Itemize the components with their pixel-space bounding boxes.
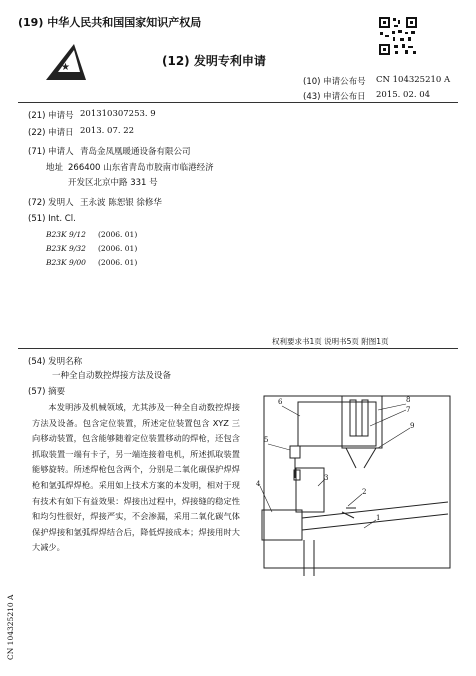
emblem-logo — [44, 42, 88, 82]
side-publication-number: CN 104325210 A — [6, 594, 15, 660]
ipc-version: (2006. 01) — [98, 244, 138, 253]
svg-text:★: ★ — [61, 62, 70, 73]
figure-label: 8 — [406, 396, 411, 404]
invention-title: 一种全自动数控焊接方法及设备 — [52, 371, 172, 381]
inventors: 王永波 陈恕银 徐修华 — [80, 198, 162, 208]
pub-date-label: (43) 申请公布日 — [303, 92, 366, 102]
abstract-text: 本发明涉及机械领域，尤其涉及一种全自动数控焊接方法及设备。包含定位装置，所述定位装置包含 XYZ 三向移动装置，包含能够随着定位装置移动的焊枪，还包含抓取装置一端有卡子，另一端连接着电机，所述抓取装置能够旋转。所述焊枪包含两个，分别是二氧化碳保护焊焊枪和氩弧焊焊枪。采用如上技术方案的本发明，相对于现有技术有如下有益效果：焊接出过程中，焊接缝的稳定性和均匀性很好，焊接严实，不会渗漏，采用二氧化碳气体保护焊接和氩弧焊焊结合后，降低焊接成本；焊接用时大大减少。 — [32, 402, 240, 553]
figure-label: 9 — [410, 422, 415, 430]
figure-label: 3 — [324, 474, 329, 482]
figure-label: 5 — [264, 436, 269, 444]
application-date-label: (22) 申请日 — [28, 128, 74, 138]
figure-label: 4 — [256, 480, 261, 488]
applicant: 青岛金凤凰暖通设备有限公司 — [80, 147, 191, 157]
title-label: (54) 发明名称 — [28, 357, 83, 367]
abstract-label: (57) 摘要 — [28, 387, 66, 397]
address-label: 地址 — [46, 163, 64, 173]
figure-label: 6 — [278, 398, 283, 406]
pub-number-label: (10) 申请公布号 — [303, 77, 366, 87]
patent-drawing — [238, 390, 454, 580]
applicant-label: (71) 申请人 — [28, 147, 74, 157]
ipc-code: B23K 9/12 — [46, 230, 86, 239]
inventors-label: (72) 发明人 — [28, 198, 74, 208]
header-divider — [18, 102, 458, 103]
figure-label: 2 — [362, 488, 367, 496]
authority-header: (19) 中华人民共和国国家知识产权局 — [18, 16, 202, 29]
qr-code — [378, 16, 418, 56]
application-number-label: (21) 申请号 — [28, 111, 74, 121]
application-number: 201310307253. 9 — [80, 109, 156, 119]
ipc-code: B23K 9/32 — [46, 244, 86, 253]
address-line-1: 266400 山东省青岛市胶南市临港经济 — [68, 163, 214, 173]
ipc-label: (51) Int. Cl. — [28, 214, 76, 224]
figure-label: 1 — [376, 514, 381, 522]
figure-label: 7 — [406, 406, 411, 414]
address-line-2: 开发区北京中路 331 号 — [68, 178, 158, 188]
page-counts: 权利要求书1页 说明书5页 附图1页 — [272, 337, 389, 346]
document-type: (12) 发明专利申请 — [162, 54, 266, 68]
pub-date: 2015. 02. 04 — [376, 90, 431, 100]
ipc-version: (2006. 01) — [98, 230, 138, 239]
counts-divider — [18, 348, 458, 349]
ipc-version: (2006. 01) — [98, 258, 138, 267]
ipc-code: B23K 9/00 — [46, 258, 86, 267]
application-date: 2013. 07. 22 — [80, 126, 135, 136]
pub-number: CN 104325210 A — [376, 75, 451, 85]
